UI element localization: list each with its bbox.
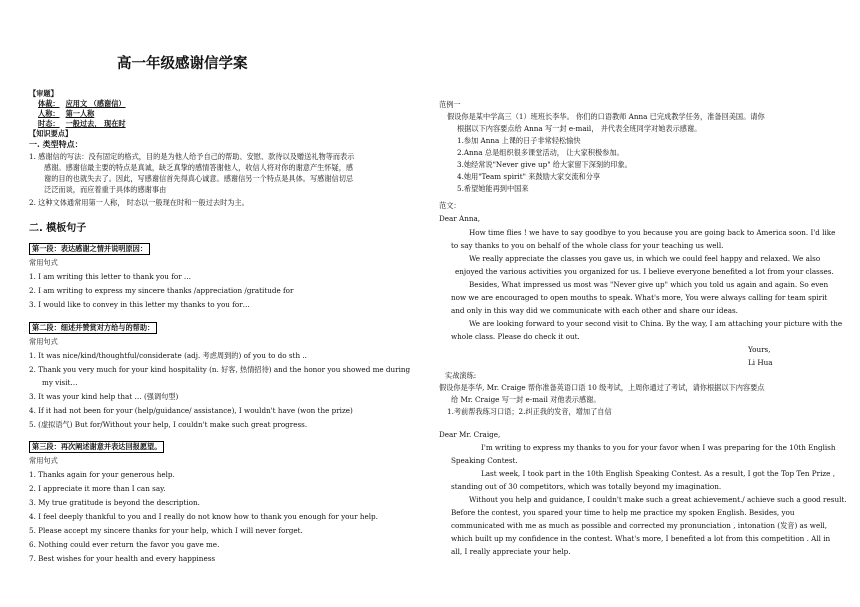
letter1-line: How time flies ! we have to say goodbye to you because you are going back to America soon. I'd like: [469, 228, 836, 237]
task-point: 3.她经常说"Never give up" 给大家留下深刻的印象。: [457, 160, 632, 169]
paragraph2-item: 3. It was your kind help that … (强调句型): [29, 392, 179, 401]
review-heading: 【审题】: [29, 89, 58, 98]
review-item-genre: 体裁： 应用文 （感谢信）: [38, 99, 126, 108]
paragraph2-subtitle: 常用句式: [29, 337, 58, 346]
paragraph3-box: 第三段：再次阐述谢意并表达回报愿望。: [29, 441, 164, 453]
paragraph3-item: 1. Thanks again for your generous help.: [29, 470, 175, 479]
example-heading: 范例一: [439, 100, 461, 109]
letter1-line: Besides, What impressed us most was "Never give up" which you told us again and again. So even: [469, 280, 829, 289]
paragraph3-item: 6. Nothing could ever return the favor you gave me.: [29, 540, 220, 549]
paragraph2-item-cont: my visit…: [42, 378, 78, 387]
letter1-line: whole class. Please do check it out.: [451, 332, 580, 341]
letter2-line: Last week, I took part in the 10th English Speaking Contest. As a result, I got the Top Ten Prize ,: [481, 469, 835, 478]
letter2-line: standing out of 30 competitors, which was totally beyond my imagination.: [451, 482, 722, 491]
paragraph1-box: 第一段：表达感谢之情并说明原因：: [29, 243, 150, 255]
letter1-line: We really appreciate the classes you gave us, in which we could feel happy and relaxed. We also: [469, 254, 821, 263]
letter2-line: I'm writing to express my thanks to you for your favor when I was preparing for the 10th English: [481, 443, 836, 452]
letter2-line: which built up my confidence in the contest. What's more, I benefited a lot from this competition . All in: [451, 534, 831, 543]
practice-task-line2: 给 Mr. Craige 写一封 e-mail 对他表示感谢。: [451, 395, 601, 404]
letter2-line: communicated with me as much as possible and corrected my pronunciation , intonation (发音) as well,: [451, 521, 828, 530]
practice-task-line1: 假设你是李华, Mr. Craige 帮你准备英语口语 10 级考试，上周你通过了考试，请你根据以下内容要点: [439, 383, 765, 392]
task-point: 1.参加 Anna 上课的日子非常轻松愉快: [457, 136, 581, 145]
letter2-salutation: Dear Mr. Craige,: [439, 430, 501, 439]
letter1-line: We are looking forward to your second visit to China. By the way, I am attaching your picture with the: [469, 319, 843, 328]
letter1-line: to say thanks to you on behalf of the whole class for your teaching us well.: [451, 241, 724, 250]
paragraph1-subtitle: 常用句式: [29, 258, 58, 267]
section1-title: 一. 类型特点：: [29, 139, 83, 149]
paragraph1-item: 1. I am writing this letter to thank you for …: [29, 272, 192, 281]
letter1-line: now we are encouraged to open mouths to speak. What's more, You were always calling for team spirit: [451, 293, 828, 302]
review-item-person: 人称： 第一人称: [38, 109, 95, 118]
model-heading: 范文：: [439, 201, 461, 210]
paragraph3-item: 3. My true gratitude is beyond the description.: [29, 498, 200, 507]
paragraph3-item: 7. Best wishes for your health and every happiness: [29, 554, 216, 563]
review-item-tense: 时态： 一般过去， 现在时: [38, 119, 126, 128]
section1-point1-line4: 泛泛而谈，而应着重于具体的感谢事由: [44, 185, 167, 194]
section1-point1-line1: 1. 感谢信的写法：没有固定的格式，目的是为他人给予自己的帮助、安慰、款待以及赠送礼物等而表示: [29, 152, 355, 161]
paragraph1-item: 3. I would like to convey in this letter my thanks to you for…: [29, 300, 250, 309]
paragraph2-item: 4. If it had not been for your (help/guidance/ assistance), I wouldn't have (won the prize): [29, 406, 353, 415]
paragraph2-item: 1. It was nice/kind/thoughtful/considerate (adj. 考虑周到的) of you to do sth ..: [29, 351, 307, 360]
practice-heading: 实战演练:: [445, 371, 477, 380]
paragraph2-item: 2. Thank you very much for your kind hospitality (n. 好客, 热情招待) and the honor you showed me during: [29, 365, 411, 374]
section1-point1-line2: 感谢。感谢信最主要的特点是真诚，缺乏真挚的感情答谢他人，收信人将对你的谢意产生怀疑，感: [44, 163, 354, 172]
paragraph1-item: 2. I am writing to express my sincere thanks /appreciation /gratitude for: [29, 286, 294, 295]
task-point: 2.Anna 总是组织很多课堂活动， 让大家积极参加。: [457, 148, 624, 157]
letter2-line: Before the contest, you spared your time to help me practice my spoken English. Besides, you: [451, 508, 795, 517]
letter2-line: Without you help and guidance, I couldn't make such a great achievement./ achieve such a good result.: [469, 495, 847, 504]
section1-point2: 2. 这种文体通常用第一人称， 时态以一般现在时和一般过去时为主。: [29, 198, 249, 207]
practice-task-line3: 1.考前帮我练习口语；2.纠正我的发音，增加了自信: [447, 407, 612, 416]
task-point: 4.她用"Team spirit" 来鼓励大家交流和分享: [457, 172, 601, 181]
task-line1: 假设你是某中学高三（1）班班长李华。 你们的口语教师 Anna 已完成教学任务，准备回美国。请你: [447, 112, 765, 121]
paragraph3-item: 5. Please accept my sincere thanks for your help, which I will never forget.: [29, 526, 303, 535]
paragraph3-item: 2. I appreciate it more than I can say.: [29, 484, 166, 493]
letter2-line: all, I really appreciate your help.: [451, 547, 571, 556]
letter1-line: enjoyed the various activities you organized for us. I believe everyone benefited a lot from your classes.: [455, 267, 834, 276]
task-line2: 根据以下内容要点给 Anna 写一封 e-mail， 并代表全班同学对她表示感谢。: [457, 124, 702, 133]
page-title: 高一年级感谢信学案: [117, 56, 248, 72]
paragraph2-item: 5. (虚拟语气) But for/Without your help, I couldn't make such great progress.: [29, 420, 308, 429]
letter1-closing: Yours,: [748, 345, 771, 354]
paragraph3-item: 4. I feel deeply thankful to you and I really do not know how to thank you enough for your help.: [29, 512, 378, 521]
section1-point1-line3: 谢的目的也就失去了。因此，写感谢信首先得真心诚意。感谢信另一个特点是具体。写感谢信切忌: [44, 174, 354, 183]
letter1-salutation: Dear Anna,: [439, 214, 481, 223]
knowledge-heading: 【知识要点】: [29, 129, 73, 138]
section2-title: 二. 模板句子: [29, 223, 87, 234]
paragraph2-box: 第二段：细述并赞赏对方给与的帮助：: [29, 322, 157, 334]
letter1-line: and only in this way did we communicate with each other and share our ideas.: [451, 306, 738, 315]
paragraph3-subtitle: 常用句式: [29, 456, 58, 465]
letter2-line: Speaking Contest.: [451, 456, 518, 465]
letter1-signature: Li Hua: [748, 358, 773, 367]
task-point: 5.希望她能再到中国来: [457, 184, 529, 193]
